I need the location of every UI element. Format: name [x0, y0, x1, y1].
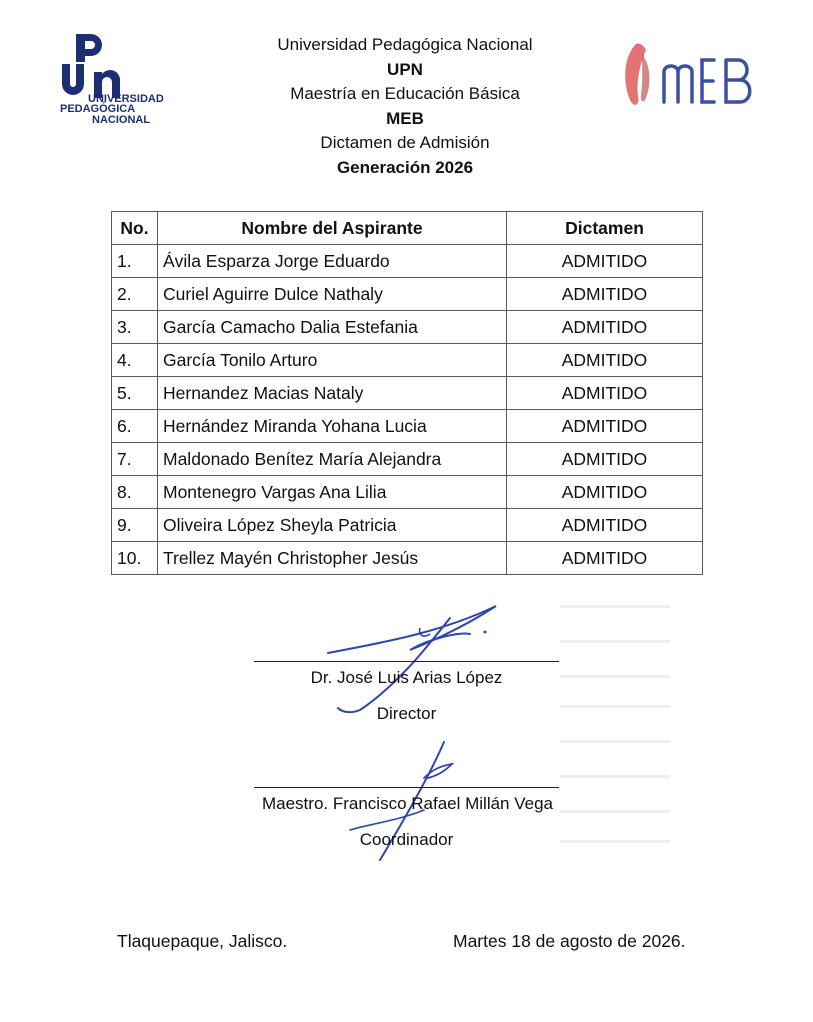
upn-wordmark-line-2: PEDAGÓGICA: [60, 103, 136, 115]
applicant-name: Montenegro Vargas Ana Lilia: [158, 476, 507, 509]
table-header-row: [112, 212, 703, 245]
university-name: Universidad Pedagógica Nacional: [277, 35, 533, 54]
footer-date: Martes 18 de agosto de 2026.: [453, 931, 686, 951]
bleed-through-mark: [560, 705, 670, 708]
table-row: [112, 344, 703, 377]
program-acronym: MEB: [386, 108, 424, 128]
admission-status: ADMITIDO: [507, 410, 703, 443]
admission-status: ADMITIDO: [507, 443, 703, 476]
row-number: 4.: [112, 344, 158, 377]
table-row: [112, 476, 703, 509]
row-number: 1.: [112, 245, 158, 278]
admission-status: ADMITIDO: [507, 542, 703, 575]
bleed-through-mark: [560, 640, 670, 643]
table-row: [112, 410, 703, 443]
bleed-through-mark: [560, 605, 670, 608]
upn-wordmark-line-3: NACIONAL: [92, 114, 151, 126]
bleed-through-mark: [560, 740, 670, 743]
admission-status: ADMITIDO: [507, 278, 703, 311]
document-type: Dictamen de Admisión: [320, 133, 490, 152]
column-header-number: No.: [112, 212, 158, 245]
upn-logo: [58, 34, 183, 134]
row-number: 3.: [112, 311, 158, 344]
footer-place: Tlaquepaque, Jalisco.: [117, 931, 288, 951]
applicant-name: Curiel Aguirre Dulce Nathaly: [158, 278, 507, 311]
meb-logo-mark: [616, 36, 776, 114]
table-row: [112, 311, 703, 344]
bleed-through-mark: [560, 775, 670, 778]
column-header-name: Nombre del Aspirante: [158, 212, 507, 245]
admission-status: ADMITIDO: [507, 344, 703, 377]
bleed-through-mark: [560, 810, 670, 813]
applicant-name: Oliveira López Sheyla Patricia: [158, 509, 507, 542]
upn-wordmark-line-1: UNIVERSIDAD: [88, 93, 164, 105]
admission-status: ADMITIDO: [507, 476, 703, 509]
director-name: Dr. José Luis Arias López: [310, 668, 503, 687]
applicant-name: Hernandez Macias Nataly: [158, 377, 507, 410]
director-role: Director: [376, 704, 437, 723]
document-header: [200, 33, 610, 180]
row-number: 7.: [112, 443, 158, 476]
admission-status: ADMITIDO: [507, 509, 703, 542]
coordinator-name: Maestro. Francisco Rafael Millán Vega: [261, 794, 554, 813]
table-row: [112, 245, 703, 278]
university-acronym: UPN: [387, 59, 423, 79]
bleed-through-mark: [560, 675, 670, 678]
row-number: 9.: [112, 509, 158, 542]
table-row: [112, 542, 703, 575]
table-row: [112, 443, 703, 476]
coordinator-signature-line: [254, 787, 559, 788]
applicant-name: Ávila Esparza Jorge Eduardo: [158, 245, 507, 278]
applicant-name: Hernández Miranda Yohana Lucia: [158, 410, 507, 443]
director-signature: [320, 598, 510, 718]
admission-status: ADMITIDO: [507, 311, 703, 344]
program-name: Maestría en Educación Básica: [290, 84, 520, 103]
generation: Generación 2026: [336, 157, 474, 177]
admission-status: ADMITIDO: [507, 377, 703, 410]
column-header-dictamen: Dictamen: [507, 212, 703, 245]
table-row: [112, 278, 703, 311]
coordinator-role: Coordinador: [359, 830, 454, 849]
row-number: 8.: [112, 476, 158, 509]
table-row: [112, 509, 703, 542]
applicant-name: Trellez Mayén Christopher Jesús: [158, 542, 507, 575]
bleed-through-mark: [560, 840, 670, 843]
row-number: 5.: [112, 377, 158, 410]
meb-logo: [616, 36, 776, 114]
row-number: 10.: [112, 542, 158, 575]
admission-table: [111, 211, 703, 575]
admission-status: ADMITIDO: [507, 245, 703, 278]
row-number: 6.: [112, 410, 158, 443]
applicant-name: García Camacho Dalia Estefania: [158, 311, 507, 344]
applicant-name: García Tonilo Arturo: [158, 344, 507, 377]
row-number: 2.: [112, 278, 158, 311]
director-signature-line: [254, 661, 559, 662]
table-row: [112, 377, 703, 410]
applicant-name: Maldonado Benítez María Alejandra: [158, 443, 507, 476]
